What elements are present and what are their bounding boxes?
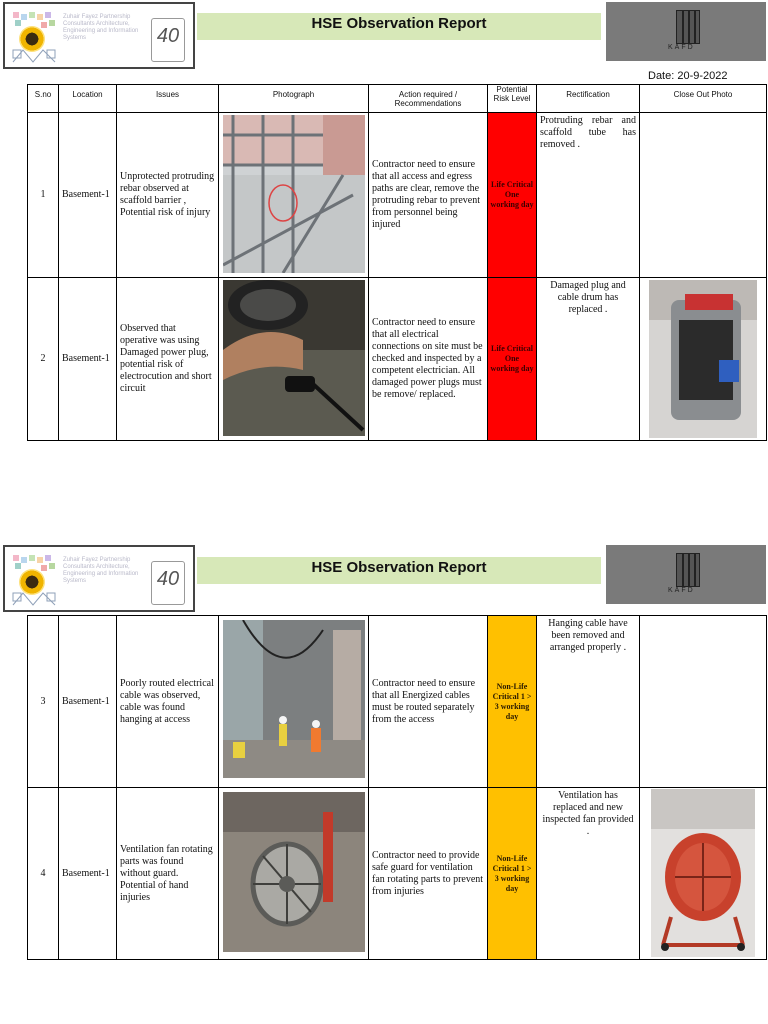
anniversary-badge: 40 [151,18,185,62]
client-logo [606,2,766,61]
hanging-cable-photo [223,620,365,778]
row-1-risk-level: Life Critical One working day [487,112,537,278]
row-3-location: Basement-1 [58,615,117,788]
row-3-action: Contractor need to ensure that all Energized cables must be routed separately from the access [368,615,488,788]
client-logo-name: KAFD [668,587,695,594]
kafd-mark-icon [676,10,700,44]
row-2-rectification: Damaged plug and cable drum has replaced . [536,277,640,441]
col-header-rectification: Rectification [536,84,640,113]
row-4-issue: Ventilation fan rotating parts was found without guard. Potential of hand injuries [116,787,219,960]
row-1-rectification: Protruding rebar and scaffold tube has removed . [536,112,640,278]
client-logo-name: KAFD [668,44,695,51]
company-name: Zuhair Fayez Partnership Consultants Architecture, Engineering and Information Systems [63,557,139,584]
row-1-sno: 1 [27,112,59,278]
report-title: HSE Observation Report [197,13,601,40]
row-4-location: Basement-1 [58,787,117,960]
sunflower-icon [19,26,45,52]
row-4-photo-cell [218,787,369,960]
row-1-photo-cell [218,112,369,278]
col-header-photograph: Photograph [218,84,369,113]
row-3-rectification: Hanging cable have been removed and arranged properly . [536,615,640,788]
row-3-closeout-photo [639,615,767,788]
col-header-issues: Issues [116,84,219,113]
sunflower-icon [19,569,45,595]
row-3-photo-cell [218,615,369,788]
damaged-plug-photo [223,280,365,436]
row-2-action: Contractor need to ensure that all electrical connections on site must be checked and inspected by a competent electrician. All damaged power plugs must be remove/ replaced. [368,277,488,441]
report-date: Date: 20-9-2022 [648,70,728,82]
new-fan-closeout-photo [651,789,755,957]
row-1-location: Basement-1 [58,112,117,278]
row-2-issue: Observed that operative was using Damaged power plug, potential risk of electrocution and short circuit [116,277,219,441]
col-header-sno: S.no [27,84,59,113]
row-4-rectification: Ventilation has replaced and new inspected fan provided . [536,787,640,960]
row-2-sno: 2 [27,277,59,441]
row-3-sno: 3 [27,615,59,788]
scaffold-rebar-photo [223,115,365,273]
col-header-location: Location [58,84,117,113]
col-header-action: Action required / Recommendations [368,84,488,113]
col-header-risk: Potential Risk Level [487,84,537,113]
row-4-sno: 4 [27,787,59,960]
col-header-closeout: Close Out Photo [639,84,767,113]
row-2-closeout-cell [639,277,767,441]
row-4-risk-level: Non-Life Critical 1 > 3 working day [487,787,537,960]
cable-drum-closeout-photo [649,280,757,438]
row-2-location: Basement-1 [58,277,117,441]
row-2-photo-cell [218,277,369,441]
anniversary-badge: 40 [151,561,185,605]
row-2-risk-level: Life Critical One working day [487,277,537,441]
client-logo-page-2 [606,545,766,604]
company-logo [3,2,195,69]
kafd-mark-icon [676,553,700,587]
row-1-action: Contractor need to ensure that all access and egress paths are clear, remove the protruding rebar to prevent from personnel being injured [368,112,488,278]
row-1-closeout-photo [639,112,767,278]
row-3-issue: Poorly routed electrical cable was observed, cable was found hanging at access [116,615,219,788]
row-4-closeout-cell [639,787,767,960]
company-name: Zuhair Fayez Partnership Consultants Architecture, Engineering and Information Systems [63,14,139,41]
report-title-page-2: HSE Observation Report [197,557,601,584]
row-4-action: Contractor need to provide safe guard for ventilation fan rotating parts to prevent from injuries [368,787,488,960]
row-1-issue: Unprotected protruding rebar observed at scaffold barrier , Potential risk of injury [116,112,219,278]
unguarded-fan-photo [223,792,365,952]
row-3-risk-level: Non-Life Critical 1 > 3 working day [487,615,537,788]
company-logo-page-2 [3,545,195,612]
